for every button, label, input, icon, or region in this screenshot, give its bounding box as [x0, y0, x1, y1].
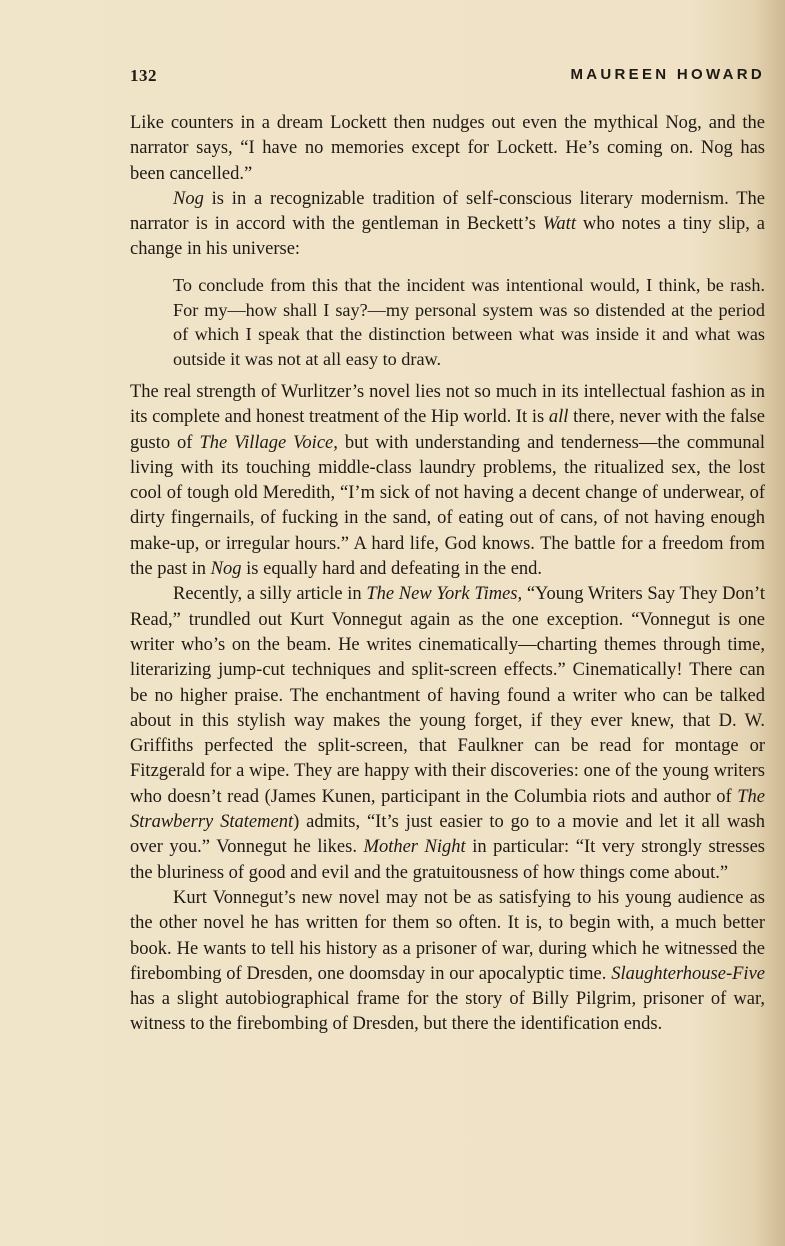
title-strawberry-statement: The Strawberry Statement [130, 786, 765, 833]
paragraph-2-text-b: who notes a tiny slip, a change in his universe: [130, 214, 766, 260]
paragraph-2 [130, 187, 765, 263]
paragraph-3-text-d: is equally hard and defeating in the end. [241, 559, 543, 580]
emphasis-all: all [548, 407, 569, 428]
title-nog-2: Nog [210, 559, 242, 580]
title-ny-times: The New York Times, [366, 584, 523, 605]
paragraph-3-text-a: The real strength of Wurlitzer’s novel lies not so much in its intellectual fashion as in its complete and honest treatment of the Hip world. It is [130, 381, 765, 428]
paragraph-4-text-a: Recently, a silly article in [173, 584, 367, 605]
paragraph-3-text-c: but with understanding and tenderness—the communal living with its touching middle-class laundry problems, the ritualized sex, the lost cool of tough old Meredith, “I’m sick of not having a decent change of underwear, of dirty fingernails, of fucking in the sand, of eating out of cans, of not having enough make-up, or irregular hours.” A hard life, God knows. The battle for a freedom from the past in [130, 432, 765, 580]
title-nog: Nog [173, 188, 204, 209]
paragraph-4 [130, 582, 765, 886]
block-quote: To conclude from this that the incident was intentional would, I think, be rash. For my—how shall I say?—my personal system was so distended at the period of which I speak that the distinction between what was inside it and what was outside it was not at all easy to draw. [173, 274, 765, 370]
paragraph-1: Like counters in a dream Lockett then nudges out even the mythical Nog, and the narrator says, “I have no memories except for Lockett. He’s coming on. Nog has been cancelled.” [130, 113, 765, 184]
paragraph-5-text-b: has a slight autobiographical frame for the story of Billy Pilgrim, prisoner of war, witness to the firebombing of Dresden, but there the identification ends. [130, 989, 765, 1035]
paragraph-4-text-d: in particular: “It very strongly stresses the bluriness of good and evil and the gratuitousness of how things come about.” [130, 837, 765, 883]
paragraph-5 [130, 886, 765, 1038]
title-slaughterhouse-five: Slaughterhouse-Five [611, 963, 765, 984]
page-number: 132 [130, 66, 157, 85]
title-watt: Watt [542, 214, 576, 235]
paragraph-2-text-a: is in a recognizable tradition of self-conscious literary modernism. The narrator is in accord with the gentleman in Beckett’s [130, 188, 765, 235]
title-village-voice: The Village Voice, [199, 432, 338, 453]
body-text [130, 111, 765, 1038]
paragraph-4-text-b: “Young Writers Say They Don’t Read,” trundled out Kurt Vonnegut again as the one exception. “Vonnegut is one writer who’s on the beam. He writes cinematically—charting themes through time, literarizing jump-cut techniques and split-screen effects.” Cinematically! There can be no higher praise. The enchantment of having found a writer who can be talked about in this stylish way makes the young forget, if they ever knew, that D. W. Griffiths perfected the split-screen, that Faulkner can be read for montage or Fitzgerald for a wipe. They are happy with their discoveries: one of the young writers who doesn’t read (James Kunen, participant in the Columbia riots and author of [130, 584, 765, 807]
paragraph-5-text-a: Kurt Vonnegut’s new novel may not be as satisfying to his young audience as the other novel he has written for them so often. It is, to begin with, a much better book. He wants to tell his history as a prisoner of war, during which he witnessed the firebombing of Dresden, one doomsday in our apocalyptic time. [130, 887, 765, 984]
running-head: MAUREEN HOWARD [570, 66, 765, 83]
paragraph-3-text-b: there, never with the false gusto of [130, 407, 765, 453]
paragraph-4-text-c: ) admits, “It’s just easier to go to a movie and let it all wash over you.” Vonnegut he likes. [130, 812, 766, 858]
page-header [130, 66, 765, 90]
paragraph-3 [130, 380, 765, 582]
title-mother-night: Mother Night [363, 837, 466, 858]
